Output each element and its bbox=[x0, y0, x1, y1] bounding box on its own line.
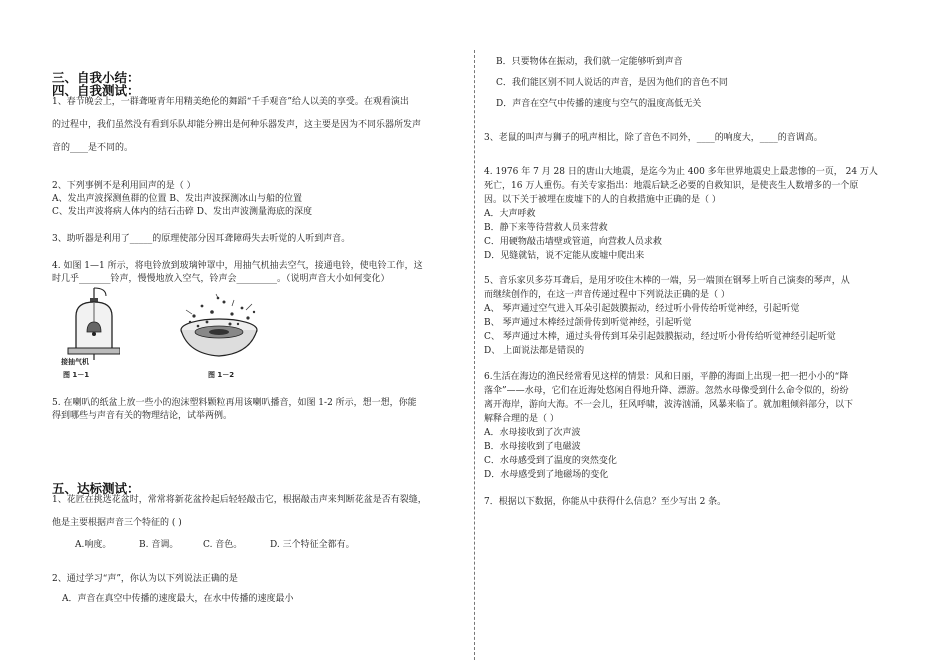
column-divider bbox=[474, 50, 475, 660]
standard-q2-option-b: B．只要物体在振动，我们就一定能够听到声音 bbox=[496, 57, 683, 67]
standard-question-7: 7．根据以下数据，你能从中获得什么信息？至少写出 2 条。 bbox=[484, 497, 727, 507]
standard-q6-option-d: D．水母感受到了地磁场的变化 bbox=[484, 470, 609, 480]
standard-question-1-line-2: 他是主要根据声音三个特征的 ( ) bbox=[52, 518, 182, 528]
heading-summary: 三、自我小结： bbox=[52, 70, 140, 85]
standard-q2-option-c: C．我们能区别不同人说话的声音，是因为他们的音色不同 bbox=[496, 78, 728, 88]
standard-question-5-line-1: 5、音乐家贝多芬耳聋后，是用牙咬住木棒的一端，另一端顶在钢琴上听自己演奏的琴声，从 bbox=[484, 276, 850, 286]
question-1-line-2: 的过程中，我们虽然没有看到乐队却能分辨出是何种乐器发声，这主要是因为不同乐器所发声 bbox=[52, 120, 422, 130]
standard-q6-option-a: A．水母接收到了次声波 bbox=[484, 428, 581, 438]
standard-q2-option-a: A．声音在真空中传播的速度最大，在水中传播的速度最小 bbox=[62, 594, 294, 604]
standard-question-4-line-1: 4. 1976 年 7 月 28 日的唐山大地震，是迄今为止 400 多年世界地震史上最悲惨的一页， 24 万人 bbox=[484, 167, 878, 177]
standard-question-2-stem: 2、通过学习“声”，你认为以下列说法正确的是 bbox=[52, 574, 238, 584]
standard-q4-option-c: C．用硬物敲击墙壁或管道，向营救人员求救 bbox=[484, 237, 662, 247]
figure-1-caption: 图 1－1 bbox=[63, 371, 90, 379]
standard-question-6-line-3: 离开海岸，游向大海。不一会儿，狂风呼啸，波涛汹涌，风暴来临了。就加粗倾斜部分，以下 bbox=[484, 400, 854, 410]
question-5-line-1: 5. 在喇叭的纸盆上放一些小的泡沫塑料颗粒再用该喇叭播音，如图 1-2 所示，想一想，你能 bbox=[52, 398, 417, 408]
figure-1-label: 接抽气机 bbox=[61, 358, 89, 366]
standard-q4-option-a: A．大声呼救 bbox=[484, 209, 536, 219]
question-1-line-1: 1、春节晚会上，一群聋哑青年用精美绝伦的舞蹈“千手观音”给人以美的享受。在观看演出 bbox=[52, 97, 409, 107]
standard-q5-option-a: A、 琴声通过空气进入耳朵引起鼓膜振动，经过听小骨传给听觉神经，引起听觉 bbox=[484, 304, 800, 314]
question-4-line-2: 时几乎_______铃声，慢慢地放入空气，铃声会_________。（说明声音大小如何变化） bbox=[52, 274, 390, 284]
figure-2-caption: 图 1－2 bbox=[208, 371, 235, 379]
standard-q4-option-d: D．见缝就钻，说不定能从废墟中爬出来 bbox=[484, 251, 645, 261]
question-2-stem: 2、下列事例不是利用回声的是（ ） bbox=[52, 181, 196, 191]
standard-question-3: 3、老鼠的叫声与狮子的吼声相比，除了音色不同外，____的响度大，____的音调高。 bbox=[484, 133, 823, 143]
standard-question-6-line-1: 6.生活在海边的渔民经常看见这样的情景：风和日丽，平静的海面上出现一把一把小小的“降 bbox=[484, 372, 849, 382]
standard-question-6-line-4: 解释合理的是（ ） bbox=[484, 414, 559, 424]
heading-selftest: 四、自我测试： bbox=[52, 83, 140, 98]
standard-q1-option-a: A.响度。 bbox=[75, 540, 112, 550]
standard-q2-option-d: D．声音在空气中传播的速度与空气的温度高低无关 bbox=[496, 99, 702, 109]
standard-question-1-line-1: 1、花匠在挑选花盆时，常常将新花盆拎起后轻轻敲击它，根据敲击声来判断花盆是否有裂缝， bbox=[52, 495, 427, 505]
standard-question-5-line-2: 而继续创作的，在这一声音传递过程中下列说法正确的是（ ） bbox=[484, 290, 730, 300]
standard-question-4-line-2: 死亡，16 万人重伤。有关专家指出：地震后缺乏必要的自救知识，是使丧生人数增多的一个原 bbox=[484, 181, 859, 191]
standard-q6-option-b: B．水母接收到了电磁波 bbox=[484, 442, 581, 452]
heading-standard-test: 五、达标测试： bbox=[52, 481, 140, 496]
standard-q1-option-b: B. 音调。 bbox=[139, 540, 179, 550]
standard-q5-option-c: C、 琴声通过木棒，通过头骨传到耳朵引起鼓膜振动，经过听小骨传给听觉神经引起听觉 bbox=[484, 332, 836, 342]
standard-q5-option-b: B、 琴声通过木棒经过颌骨传到听觉神经，引起听觉 bbox=[484, 318, 692, 328]
question-5-line-2: 得到哪些与声音有关的物理结论，试举两例。 bbox=[52, 411, 233, 421]
standard-question-4-line-3: 因。以下关于被埋在废墟下的人的自救措施中正确的是（ ） bbox=[484, 195, 721, 205]
question-2-options-cd: C、发出声波将病人体内的结石击碎 D、发出声波测量海底的深度 bbox=[52, 207, 312, 217]
question-4-line-1: 4. 如图 1—1 所示，将电铃放到玻璃钟罩中，用抽气机抽去空气，接通电铃，使电铃工作，这 bbox=[52, 261, 423, 271]
question-1-line-3: 音的____是不同的。 bbox=[52, 143, 134, 153]
standard-q5-option-d: D、 上面说法都是错误的 bbox=[484, 346, 585, 356]
standard-q1-option-c: C. 音色。 bbox=[203, 540, 243, 550]
question-3: 3、助听器是利用了_____的原理使部分因耳聋障碍失去听觉的人听到声音。 bbox=[52, 234, 351, 244]
standard-question-6-line-2: 落伞”——水母，它们在近海处悠闲自得地升降、漂游。忽然水母像受到什么命令似的，纷纷 bbox=[484, 386, 849, 396]
standard-q6-option-c: C．水母感受到了温度的突然变化 bbox=[484, 456, 617, 466]
standard-q1-option-d: D. 三个特征全都有。 bbox=[270, 540, 355, 550]
question-2-options-ab: A、发出声波探测鱼群的位置 B、发出声波探测冰山与船的位置 bbox=[52, 194, 302, 204]
figure-speaker-illustration bbox=[172, 292, 267, 364]
standard-q4-option-b: B．静下来等待营救人员来营救 bbox=[484, 223, 608, 233]
